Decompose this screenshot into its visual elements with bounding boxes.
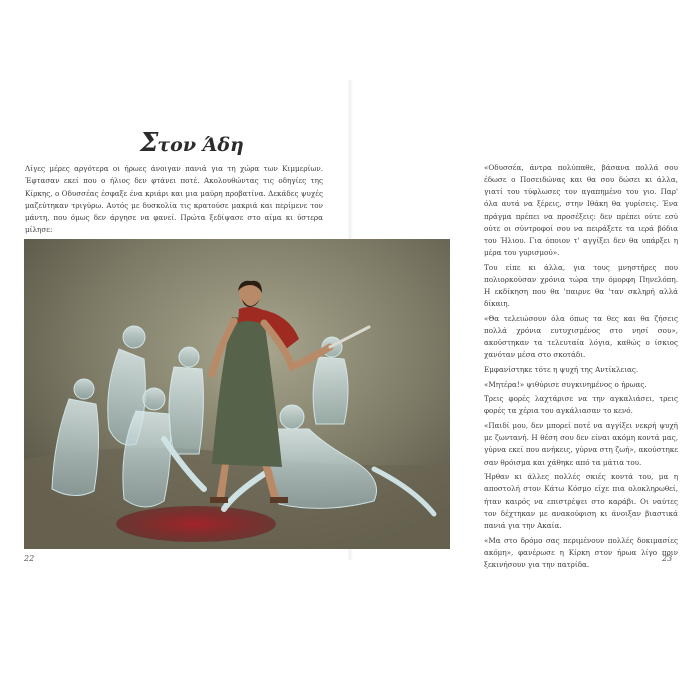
illustration-odysseus-in-hades bbox=[24, 239, 450, 549]
right-paragraph: Του είπε κι άλλα, για τους μνηστήρες που πολιορκούσαν χρόνια τώρα την όμορφη Πηνελόπη. Η εκδίκηση που θα 'παιρνε θα 'ταν σκληρή αλλά δίκαιη. bbox=[484, 262, 678, 309]
page-number-left: 22 bbox=[24, 554, 35, 563]
right-paragraph: «Θα τελειώσουν όλα όπως τα θες και θα ζήσεις πολλά χρόνια ευτυχισμένος στο νησί σου», ακούστηκαν τα τελευταία λόγια, καθώς ο ίσκιος χανόταν μέσα στο σκοτάδι. bbox=[484, 313, 678, 360]
chapter-title bbox=[140, 128, 244, 158]
left-body-text bbox=[25, 163, 323, 237]
chapter-title-initial: Σ bbox=[140, 128, 158, 158]
right-paragraph: «Μητέρα!» ψιθύρισε συγκινημένος ο ήρωας. bbox=[484, 379, 647, 389]
left-paragraph: Λίγες μέρες αργότερα οι ήρωες άνοιγαν πανιά για τη χώρα των Κιμμερίων. Έφτασαν εκεί που ο ήλιος δεν φτάνει ποτέ. Ακολουθώντας τις οδηγίες της Κίρκης, ο Οδυσσέας έσφαξε ένα κριάρι και μια μαύρη προβατίνα. Δεκάδες ψυχές μαζεύτηκαν τριγύρω. Αυτός με δυσκολία τις κρατούσε μακριά και περίμενε τον μάντη, που όμως δεν άργησε να φανεί. Πρώτα ξεδίψασε στο αίμα κι ύστερα μίλησε: bbox=[25, 164, 323, 235]
page-number-right: 23 bbox=[662, 554, 673, 563]
right-paragraph: «Μα στο δρόμο σας περιμένουν πολλές δοκιμασίες ακόμη», φανέρωσε η Κίρκη στον ήρωα λίγο πριν ξεκινήσουν για την πατρίδα. bbox=[484, 535, 678, 569]
chapter-title-rest: τον Άδη bbox=[157, 134, 244, 156]
right-body-text bbox=[484, 162, 678, 574]
right-paragraph: Τρεις φορές λαχτάρισε να την αγκαλιάσει, τρεις φορές τα χέρια του αγκάλιασαν το κενό. bbox=[484, 394, 678, 416]
right-paragraph: Ήρθαν κι άλλες πολλές σκιές κοντά του, μα η αποστολή στον Κάτω Κόσμο είχε πια ολοκληρωθεί, ήταν καιρός να επιστρέψει στο καράβι. Οι ναύτες τον δέχτηκαν με ανακούφιση κι άνοιξαν βιαστικά πανιά για την Ακαία. bbox=[484, 472, 678, 530]
odysseus-underworld-painting-icon bbox=[24, 239, 450, 549]
blood-pool bbox=[116, 506, 276, 542]
right-paragraph: «Παιδί μου, δεν μπορεί ποτέ να αγγίξει νεκρή ψυχή με ζωντανή. Η θέση σου δεν είναι ακόμη κοντά μας, γύρνα εκεί που ανήκεις, γύρνα στη ζωή», ακούστηκε σαν θρόισμα και χάθηκε από τα μάτια του. bbox=[484, 421, 678, 467]
right-paragraph: «Οδυσσέα, άντρα πολύπαθε, βάσανα πολλά σου έδωσε ο Ποσειδώνας και θα σου δώσει κι άλλα, γιατί του τύφλωσες τον αγαπημένο του γιο. Παρ' όλα αυτά να ξέρεις, στην Ιθάκη θα γυρίσεις. Ένα πράγμα πρέπει να προσέξεις: δεν πρέπει ούτε εσύ ούτε οι σύντροφοί σου να πειράξετε τα ιερά βόδια του Ήλιου. Για όποιον τ' αγγίξει δεν θα υπάρξει η μέρα του γυρισμού». bbox=[484, 163, 678, 258]
right-paragraph: Εμφανίστηκε τότε η ψυχή της Αντίκλειας. bbox=[484, 365, 639, 374]
